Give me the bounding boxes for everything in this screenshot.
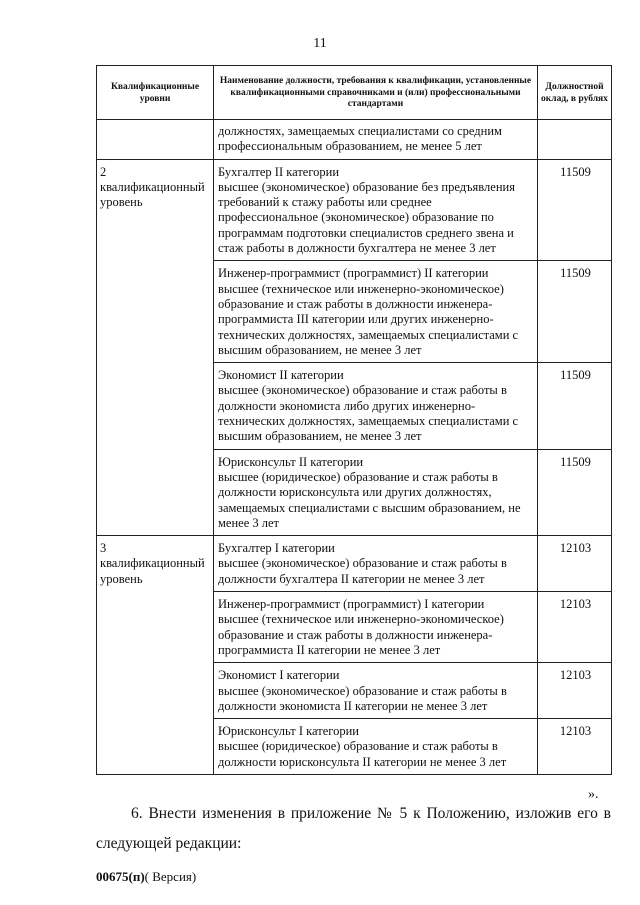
- position-title: Юрисконсульт II категории: [218, 454, 364, 469]
- salary-cell: 12103: [538, 592, 612, 663]
- position-title: Бухгалтер I категории: [218, 541, 335, 556]
- position-requirements: высшее (техническое или инженерно-экономическое) образование и стаж работы в должности инженера-программиста III категории или других инженерно-технических должностях, замещаемых специалистами с высшим образованием, не менее 3 лет: [218, 281, 519, 357]
- position-requirements: высшее (юридическое) образование и стаж работы в должности юрисконсульта II категории не менее 3 лет: [218, 739, 507, 769]
- position-cell: [214, 663, 538, 719]
- continuation-salary-cell: [538, 120, 612, 160]
- position-requirements: высшее (техническое или инженерно-экономическое) образование и стаж работы в должности инженера-программиста II категории не менее 3 лет: [218, 612, 504, 657]
- continuation-row: [97, 120, 612, 160]
- position-cell: [214, 449, 538, 535]
- position-cell: [214, 719, 538, 775]
- level-cell: 3 квалификационный уровень: [97, 536, 214, 775]
- position-title: Экономист II категории: [218, 368, 344, 383]
- page-number: 11: [313, 36, 327, 51]
- position-requirements: высшее (экономическое) образование и стаж работы в должности бухгалтера II категории не менее 3 лет: [218, 556, 507, 586]
- position-cell: [214, 592, 538, 663]
- position-title: Юрисконсульт I категории: [218, 724, 359, 739]
- closing-quote: ».: [588, 787, 599, 802]
- position-cell: [214, 536, 538, 592]
- header-level: Квалификационные уровни: [97, 66, 214, 120]
- header-position: Наименование должности, требования к квалификации, установленные квалификационными справочниками и (или) профессиональными стандартами: [214, 66, 538, 120]
- position-requirements: высшее (юридическое) образование и стаж работы в должности юрисконсульта или других должностях, замещаемых специалистами с высшим образованием, не менее 3 лет: [218, 469, 521, 530]
- salary-cell: 12103: [538, 663, 612, 719]
- salary-cell: 11509: [538, 261, 612, 363]
- salary-cell: 11509: [538, 159, 612, 261]
- position-requirements: высшее (экономическое) образование и стаж работы в должности экономиста либо других инженерно-технических должностях, замещаемых специалистами с высшим образованием, не менее 3 лет: [218, 383, 519, 444]
- document-version: ( Версия): [144, 869, 197, 884]
- continuation-text: должностях, замещаемых специалистами со средним профессиональным образованием, не менее 5 лет: [214, 120, 538, 160]
- position-cell: [214, 159, 538, 261]
- table-row: [97, 159, 612, 261]
- table-row: [97, 536, 612, 592]
- amendment-paragraph: 6. Внести изменения в приложение № 5 к Положению, изложив его в следующей редакции:: [96, 805, 611, 852]
- position-cell: [214, 363, 538, 449]
- salary-cell: 11509: [538, 363, 612, 449]
- position-cell: [214, 261, 538, 363]
- salary-cell: 12103: [538, 719, 612, 775]
- position-requirements: высшее (экономическое) образование и стаж работы в должности экономиста II категории не менее 3 лет: [218, 683, 507, 713]
- position-title: Экономист I категории: [218, 668, 340, 683]
- salary-cell: 12103: [538, 536, 612, 592]
- continuation-level-cell: [97, 120, 214, 160]
- position-title: Инженер-программист (программист) II категории: [218, 266, 489, 281]
- document-code: [96, 869, 196, 885]
- header-salary: Должностной оклад, в рублях: [538, 66, 612, 120]
- salary-cell: 11509: [538, 449, 612, 535]
- level-cell: 2 квалификационный уровень: [97, 159, 214, 536]
- qualification-table: [96, 65, 612, 775]
- position-title: Инженер-программист (программист) I категории: [218, 597, 485, 612]
- document-code-number: 00675(п): [96, 869, 145, 884]
- position-requirements: высшее (экономическое) образование без предъявления требований к стажу работы или среднее профессиональное (экономическое) образование по программам подготовки специалистов среднего звена и стаж работы в должности бухгалтера не менее 3 лет: [218, 179, 515, 256]
- position-title: Бухгалтер II категории: [218, 164, 340, 179]
- table-header-row: [97, 66, 612, 120]
